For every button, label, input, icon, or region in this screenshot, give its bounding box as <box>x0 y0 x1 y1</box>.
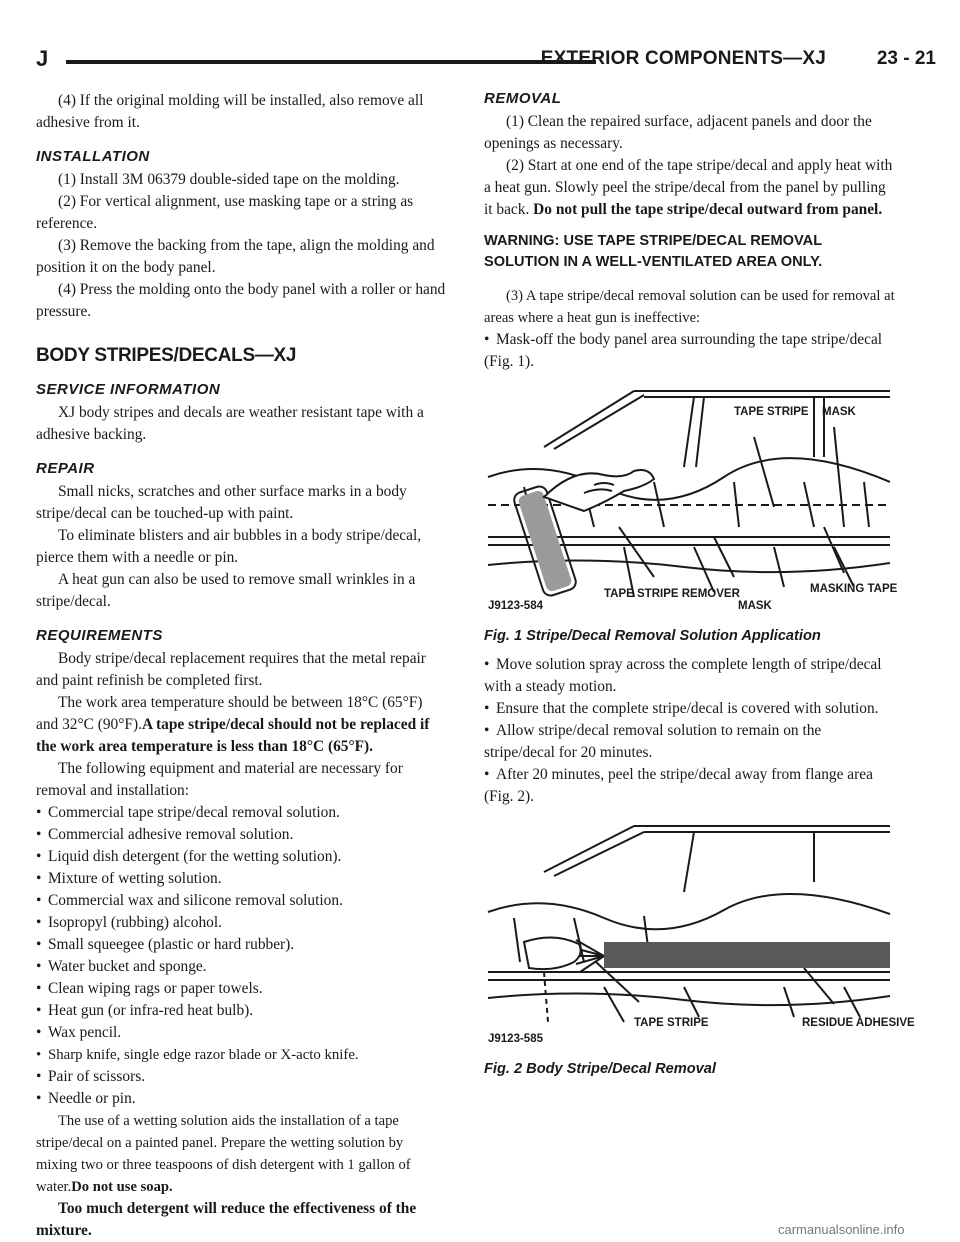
list-item: • Move solution spray across the complete length of stripe/decal with a steady motion. <box>484 656 882 695</box>
figure-2-caption: Fig. 2 Body Stripe/Decal Removal <box>484 1061 716 1077</box>
figure-1-illustration <box>484 387 896 619</box>
right-column <box>484 90 915 1077</box>
header-letter: J <box>36 46 49 71</box>
removal-step-4: (4) If the original molding will be installed, also remove all adhesive from it. <box>36 92 424 131</box>
temperature-plain: The work area temperature should be between 18°C (65°F) and 32°C (90°F). <box>36 694 423 733</box>
installation-step: (1) Install 3M 06379 double-sided tape on the molding. <box>58 171 400 188</box>
list-item: • Ensure that the complete stripe/decal is covered with solution. <box>484 700 879 717</box>
removal-step-3: (3) A tape stripe/decal removal solution can be used for removal at areas where a heat gun is ineffective: <box>484 288 895 326</box>
list-item: • Allow stripe/decal removal solution to remain on the stripe/decal for 20 minutes. <box>484 722 822 761</box>
temperature-text <box>36 692 448 758</box>
wetting-solution-text: The use of a wetting solution aids the installation of a tape stripe/decal on a painted panel. Prepare the wetting solution by mixing two or three teaspoons of dish detergent with 1 gallon of water.Do not use soap. <box>36 1113 411 1195</box>
fig2-label-tape-stripe: TAPE STRIPE <box>634 1017 709 1029</box>
ventilation-warning: WARNING: USE TAPE STRIPE/DECAL REMOVAL SOLUTION IN A WELL-VENTILATED AREA ONLY. <box>484 233 823 270</box>
watermark: carmanualsonline.info <box>778 1222 905 1237</box>
list-item: • Commercial tape stripe/decal removal solution. <box>36 804 340 821</box>
fig1-label-mask: MASK <box>822 406 856 418</box>
fig1-code: J9123-584 <box>488 600 543 612</box>
fig1-label-mask-bottom: MASK <box>738 600 772 612</box>
figure-2-illustration <box>484 822 915 1052</box>
repair-text: Small nicks, scratches and other surface marks in a body stripe/decal can be touched-up with paint. <box>36 483 407 522</box>
service-heading: SERVICE INFORMATION <box>36 381 221 398</box>
solution-steps <box>484 654 896 808</box>
removal-heading: REMOVAL <box>484 90 562 107</box>
section-heading: BODY STRIPES/DECALS—XJ <box>36 345 297 366</box>
removal-step-2: (2) Start at one end of the tape stripe/decal and apply heat with a heat gun. Slowly peel the stripe/decal from the panel by pulling it back. Do not pull the tape stripe/decal outward from panel. <box>484 157 893 218</box>
figure-1-caption: Fig. 1 Stripe/Decal Removal Solution Application <box>484 628 821 644</box>
requirements-heading: REQUIREMENTS <box>36 627 163 644</box>
list-item: • Pair of scissors. <box>36 1068 146 1085</box>
page-number: 23 - 21 <box>876 48 936 69</box>
list-item: • Sharp knife, single edge razor blade or X-acto knife. <box>36 1047 359 1063</box>
equipment-intro: The following equipment and material are necessary for removal and installation: <box>36 760 403 799</box>
fig1-label-remover: TAPE STRIPE REMOVER <box>604 588 740 600</box>
list-item: • Commercial wax and silicone removal solution. <box>36 892 343 909</box>
page-header <box>36 40 936 80</box>
list-item: • Liquid dish detergent (for the wetting solution). <box>36 848 342 865</box>
installation-step: (2) For vertical alignment, use masking tape or a string as reference. <box>36 193 414 232</box>
do-not-pull-warning: Do not pull the tape stripe/decal outward from panel. <box>533 201 883 218</box>
list-item: • Mixture of wetting solution. <box>36 870 222 887</box>
removal-step-1: (1) Clean the repaired surface, adjacent panels and door the openings as necessary. <box>484 113 872 152</box>
detergent-warning: Too much detergent will reduce the effectiveness of the mixture. <box>36 1200 417 1239</box>
fig1-label-masking-tape: MASKING TAPE <box>810 583 898 595</box>
installation-step: (4) Press the molding onto the body panel with a roller or hand pressure. <box>36 281 446 320</box>
fig1-label-tape-stripe: TAPE STRIPE <box>734 406 809 418</box>
fig2-label-residue: RESIDUE ADHESIVE <box>802 1017 915 1029</box>
list-item: • Mask-off the body panel area surrounding the tape stripe/decal (Fig. 1). <box>484 331 883 370</box>
repair-heading: REPAIR <box>36 460 95 477</box>
installation-heading: INSTALLATION <box>36 148 150 165</box>
list-item: • Wax pencil. <box>36 1024 122 1041</box>
repair-text: A heat gun can also be used to remove small wrinkles in a stripe/decal. <box>36 571 416 610</box>
list-item: • Small squeegee (plastic or hard rubber). <box>36 936 295 953</box>
no-soap-warning: Do not use soap. <box>71 1179 173 1195</box>
list-item: • Isopropyl (rubbing) alcohol. <box>36 914 222 931</box>
list-item: • Clean wiping rags or paper towels. <box>36 980 263 997</box>
list-item: • Water bucket and sponge. <box>36 958 207 975</box>
installation-step: (3) Remove the backing from the tape, align the molding and position it on the body panel. <box>36 237 435 276</box>
list-item: • After 20 minutes, peel the stripe/decal away from flange area (Fig. 2). <box>484 766 873 805</box>
repair-text: To eliminate blisters and air bubbles in a body stripe/decal, pierce them with a needle or pin. <box>36 527 422 566</box>
header-title: EXTERIOR COMPONENTS—XJ <box>540 48 826 69</box>
service-text: XJ body stripes and decals are weather resistant tape with a adhesive backing. <box>36 404 424 443</box>
figure-2 <box>484 822 915 1077</box>
left-column <box>36 90 448 1242</box>
fig2-code: J9123-585 <box>488 1033 543 1045</box>
list-item: • Heat gun (or infra-red heat bulb). <box>36 1002 254 1019</box>
requirements-text: Body stripe/decal replacement requires that the metal repair and paint refinish be completed first. <box>36 650 426 689</box>
equipment-list <box>36 802 448 1110</box>
list-item: • Needle or pin. <box>36 1090 136 1107</box>
temperature-warning: A tape stripe/decal should not be replaced if the work area temperature is less than 18°C (65°F). <box>36 716 430 755</box>
list-item: • Commercial adhesive removal solution. <box>36 826 294 843</box>
header-rule <box>66 60 596 64</box>
figure-1 <box>484 387 896 644</box>
